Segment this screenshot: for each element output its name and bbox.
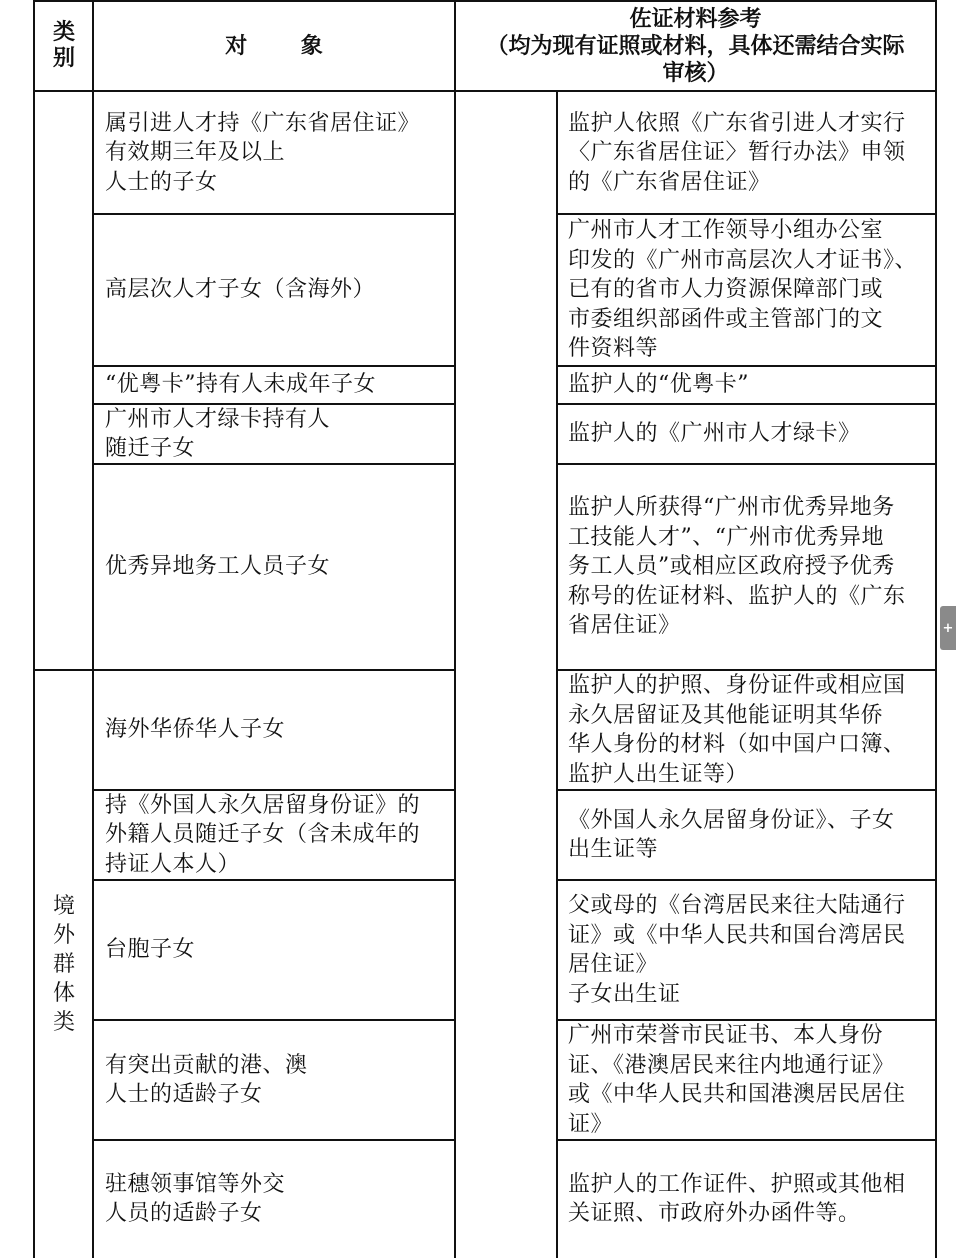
- grid-line: [556, 879, 937, 881]
- grid-line: [92, 879, 456, 881]
- row-object: 有突出贡献的港、澳 人士的适龄子女: [105, 1052, 308, 1107]
- grid-line: [556, 365, 937, 367]
- grid-line: [92, 365, 456, 367]
- expand-tab[interactable]: +: [940, 606, 956, 650]
- category-label-talent: [35, 92, 93, 670]
- row-object: 驻穗领事馆等外交 人员的适龄子女: [105, 1171, 286, 1226]
- row-object: 高层次人才子女（含海外）: [105, 277, 376, 303]
- grid-line: [556, 669, 937, 671]
- grid-line: [556, 789, 937, 791]
- grid-line: [454, 0, 456, 1258]
- row-material: 监护人所获得“广州市优秀异地务 工技能人才”、“广州市优秀异地 务工人员”或相应区政府授予优秀 称号的佐证材料、监护人的《广东 省居住证》: [568, 495, 906, 639]
- grid-line: [33, 0, 937, 2]
- header-object: 对 象: [225, 33, 323, 59]
- row-material: 监护人的工作证件、护照或其他相 关证照、市政府外办函件等。: [568, 1171, 906, 1226]
- grid-line: [556, 1019, 937, 1021]
- grid-line: [92, 1139, 456, 1141]
- row-object: 广州市人才绿卡持有人 随迁子女: [105, 406, 331, 461]
- grid-line: [556, 463, 937, 465]
- grid-line: [556, 403, 937, 405]
- row-object: 台胞子女: [105, 937, 196, 963]
- grid-line: [92, 789, 456, 791]
- header-materials: 佐证材料参考 （均为现有证照或材料，具体还需结合实际 审核）: [486, 6, 905, 86]
- row-object: 优秀异地务工人员子女: [105, 554, 331, 580]
- grid-line: [33, 0, 35, 1258]
- grid-line: [556, 213, 937, 215]
- row-material: 父或母的《台湾居民来往大陆通行 证》或《中华人民共和国台湾居民 居住证》 子女出生证: [568, 893, 906, 1007]
- row-material: 监护人的《广州市人才绿卡》: [568, 421, 861, 447]
- category-label-overseas: 境 外 群 体 类: [52, 893, 75, 1035]
- row-material: 监护人的“优粤卡”: [568, 372, 749, 398]
- grid-line: [92, 0, 94, 1258]
- row-material: 广州市荣誉市民证书、本人身份 证、《港澳居民来往内地通行证》 或《中华人民共和国港澳居民居住 证》: [568, 1023, 906, 1137]
- grid-line: [33, 90, 937, 92]
- grid-line: [935, 0, 937, 1258]
- row-material: 《外国人永久居留身份证》、子女 出生证等: [568, 807, 895, 862]
- row-material: 监护人依照《广东省引进人才实行 〈广东省居住证〉暂行办法》申领 的《广东省居住证》: [568, 110, 906, 195]
- grid-line: [33, 669, 456, 671]
- grid-line: [92, 403, 456, 405]
- row-object: 持《外国人永久居留身份证》的 外籍人员随迁子女（含未成年的 持证人本人）: [105, 792, 421, 877]
- grid-line: [92, 1019, 456, 1021]
- row-material: 广州市人才工作领导小组办公室 印发的《广州市高层次人才证书》、 已有的省市人力资源保障部门或 市委组织部函件或主管部门的文 件资料等: [568, 218, 918, 362]
- grid-line: [556, 92, 558, 1258]
- header-category: 类 别: [52, 20, 75, 71]
- grid-line: [556, 1139, 937, 1141]
- grid-line: [92, 213, 456, 215]
- row-material: 监护人的护照、身份证件或相应国 永久居留证及其他能证明其华侨 华人身份的材料（如中国户口簿、 监护人出生证等）: [568, 673, 906, 787]
- grid-line: [92, 463, 456, 465]
- row-object: “优粤卡”持有人未成年子女: [105, 372, 376, 398]
- row-object: 属引进人才持《广东省居住证》 有效期三年及以上 人士的子女: [105, 110, 421, 195]
- row-object: 海外华侨华人子女: [105, 717, 286, 743]
